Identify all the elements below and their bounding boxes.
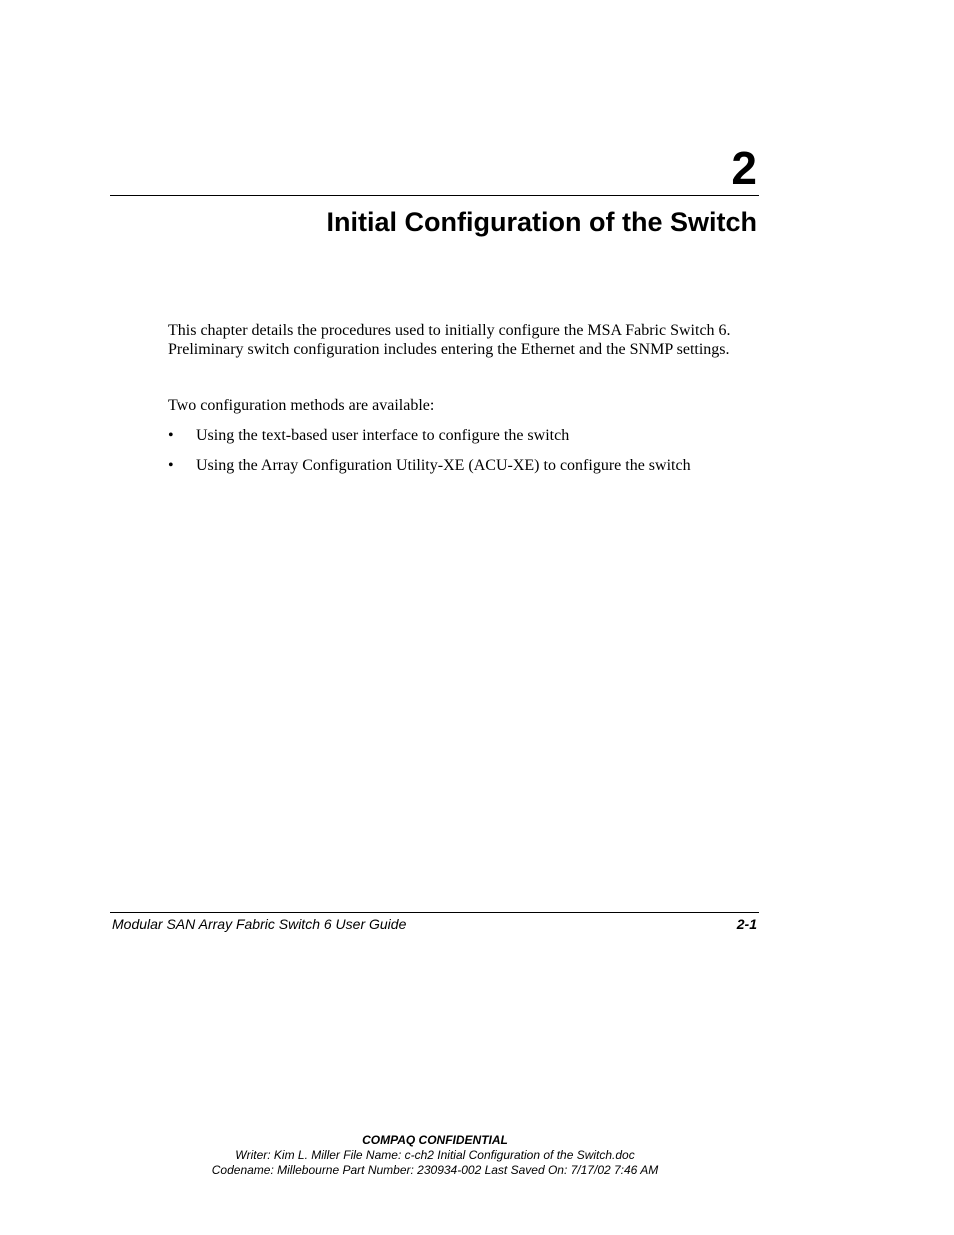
methods-list: [168, 426, 768, 486]
list-item: [168, 456, 768, 475]
footer-guide-title: Modular SAN Array Fabric Switch 6 User Guide: [112, 916, 407, 932]
bullet-icon: •: [168, 457, 174, 474]
chapter-divider: [110, 195, 759, 196]
footer-divider: [110, 912, 759, 913]
confidential-writer-line: Writer: Kim L. Miller File Name: c-ch2 Initial Configuration of the Switch.doc: [235, 1148, 635, 1162]
confidential-codename-line: Codename: Millebourne Part Number: 230934-002 Last Saved On: 7/17/02 7:46 AM: [211, 1163, 659, 1177]
list-item: [168, 426, 768, 445]
chapter-title: Initial Configuration of the Switch: [326, 207, 757, 237]
methods-intro-paragraph: Two configuration methods are available:: [168, 397, 435, 414]
list-item-text: Using the text-based user interface to configure the switch: [196, 427, 570, 444]
list-item-text: Using the Array Configuration Utility-XE (ACU-XE) to configure the switch: [196, 457, 691, 474]
footer-page-number: 2-1: [736, 916, 757, 932]
intro-paragraph: This chapter details the procedures used to initially configure the MSA Fabric Switch 6. Preliminary switch configuration includes entering the Ethernet and the SNMP settings.: [168, 322, 731, 358]
bullet-icon: •: [168, 427, 174, 444]
chapter-number: 2: [731, 142, 757, 194]
confidential-notice: [0, 1133, 870, 1178]
confidential-label: COMPAQ CONFIDENTIAL: [362, 1133, 508, 1147]
